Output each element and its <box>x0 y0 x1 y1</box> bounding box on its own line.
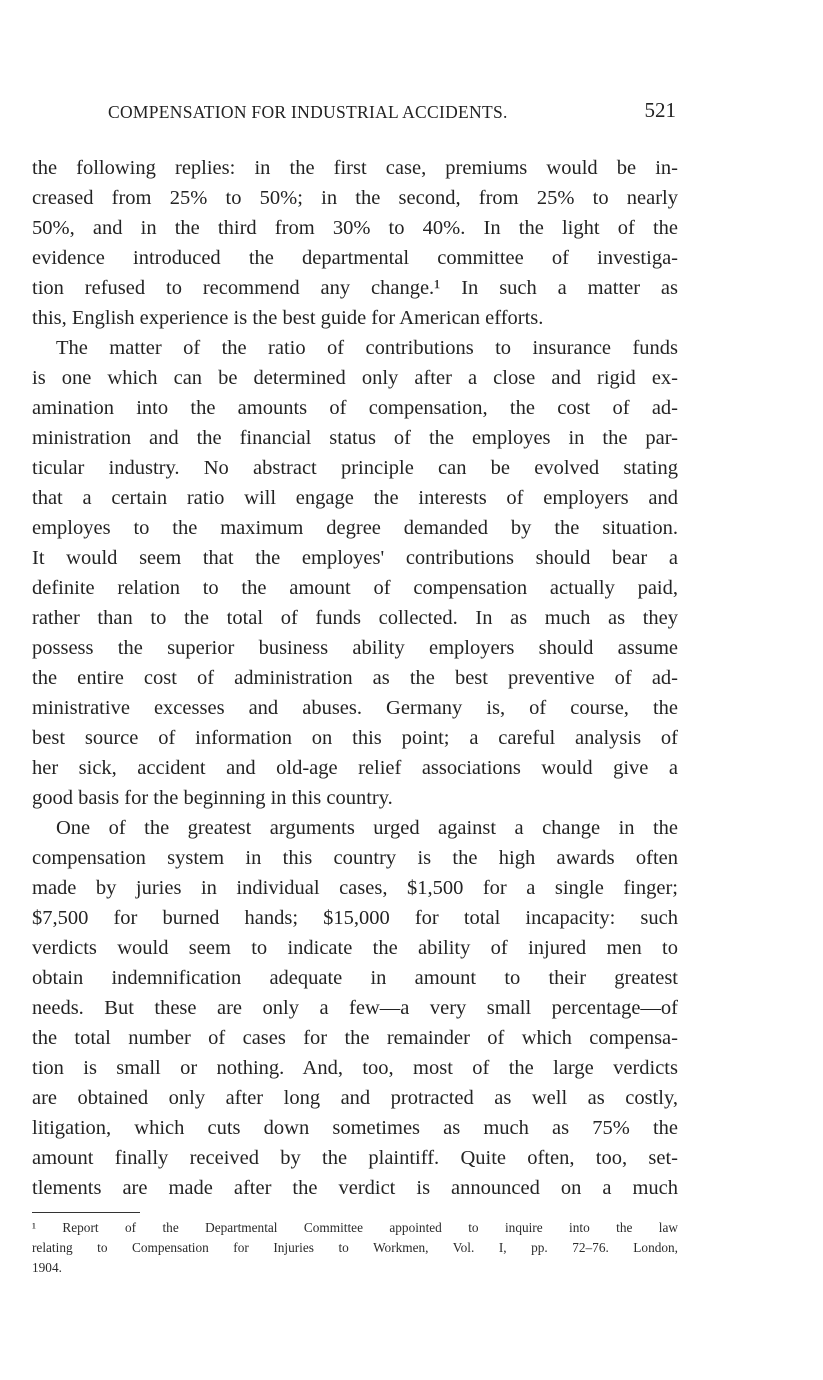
text-line: $7,500 for burned hands; $15,000 for total incapacity: such <box>32 907 678 929</box>
text-line: employes to the maximum degree demanded by the situation. <box>32 517 678 539</box>
text-line: are obtained only after long and protracted as well as costly, <box>32 1087 678 1109</box>
text-line: tlements are made after the verdict is announced on a much <box>32 1177 678 1199</box>
text-line: her sick, accident and old-age relief associations would give a <box>32 757 678 779</box>
text-line: One of the greatest arguments urged against a change in the <box>56 817 678 839</box>
running-title: COMPENSATION FOR INDUSTRIAL ACCIDENTS. <box>108 102 508 122</box>
body-text <box>32 153 678 1203</box>
text-line: tion refused to recommend any change.¹ In such a matter as <box>32 277 678 299</box>
text-line: possess the superior business ability employers should assume <box>32 637 678 659</box>
text-line: is one which can be determined only after a close and rigid ex- <box>32 367 678 389</box>
text-line: compensation system in this country is the high awards often <box>32 847 678 869</box>
text-line: ticular industry. No abstract principle can be evolved stating <box>32 457 678 479</box>
text-line: amination into the amounts of compensation, the cost of ad- <box>32 397 678 419</box>
text-line: litigation, which cuts down sometimes as much as 75% the <box>32 1117 678 1139</box>
text-line: It would seem that the employes' contributions should bear a <box>32 547 678 569</box>
text-line: amount finally received by the plaintiff. Quite often, too, set- <box>32 1147 678 1169</box>
text-line: tion is small or nothing. And, too, most of the large verdicts <box>32 1057 678 1079</box>
text-line: definite relation to the amount of compensation actually paid, <box>32 577 678 599</box>
text-line: the total number of cases for the remainder of which compensa- <box>32 1027 678 1049</box>
text-line: verdicts would seem to indicate the ability of injured men to <box>32 937 678 959</box>
text-line: the entire cost of administration as the best preventive of ad- <box>32 667 678 689</box>
text-line: that a certain ratio will engage the interests of employers and <box>32 487 678 509</box>
page-number: 521 <box>644 98 676 122</box>
text-line: ministrative excesses and abuses. Germany is, of course, the <box>32 697 678 719</box>
footnote <box>32 1218 678 1278</box>
text-line: the following replies: in the first case, premiums would be in- <box>32 157 678 179</box>
text-line: ministration and the financial status of the employes in the par- <box>32 427 678 449</box>
text-line: 50%, and in the third from 30% to 40%. In the light of the <box>32 217 678 239</box>
footnote-line: ¹ Report of the Departmental Committee appointed to inquire into the law <box>32 1220 678 1235</box>
text-line: this, English experience is the best guide for American efforts. <box>32 307 544 329</box>
text-line: made by juries in individual cases, $1,500 for a single finger; <box>32 877 678 899</box>
text-line: obtain indemnification adequate in amount to their greatest <box>32 967 678 989</box>
text-line: creased from 25% to 50%; in the second, from 25% to nearly <box>32 187 678 209</box>
text-line: rather than to the total of funds collected. In as much as they <box>32 607 678 629</box>
footnote-rule <box>32 1212 140 1213</box>
footnote-line: relating to Compensation for Injuries to Workmen, Vol. I, pp. 72–76. London, <box>32 1240 678 1255</box>
text-line: good basis for the beginning in this country. <box>32 787 393 809</box>
text-line: evidence introduced the departmental committee of investiga- <box>32 247 678 269</box>
footnote-line: 1904. <box>32 1260 62 1275</box>
text-line: The matter of the ratio of contributions to insurance funds <box>56 337 678 359</box>
running-head <box>32 100 678 128</box>
text-line: best source of information on this point; a careful analysis of <box>32 727 678 749</box>
text-line: needs. But these are only a few—a very small percentage—of <box>32 997 678 1019</box>
